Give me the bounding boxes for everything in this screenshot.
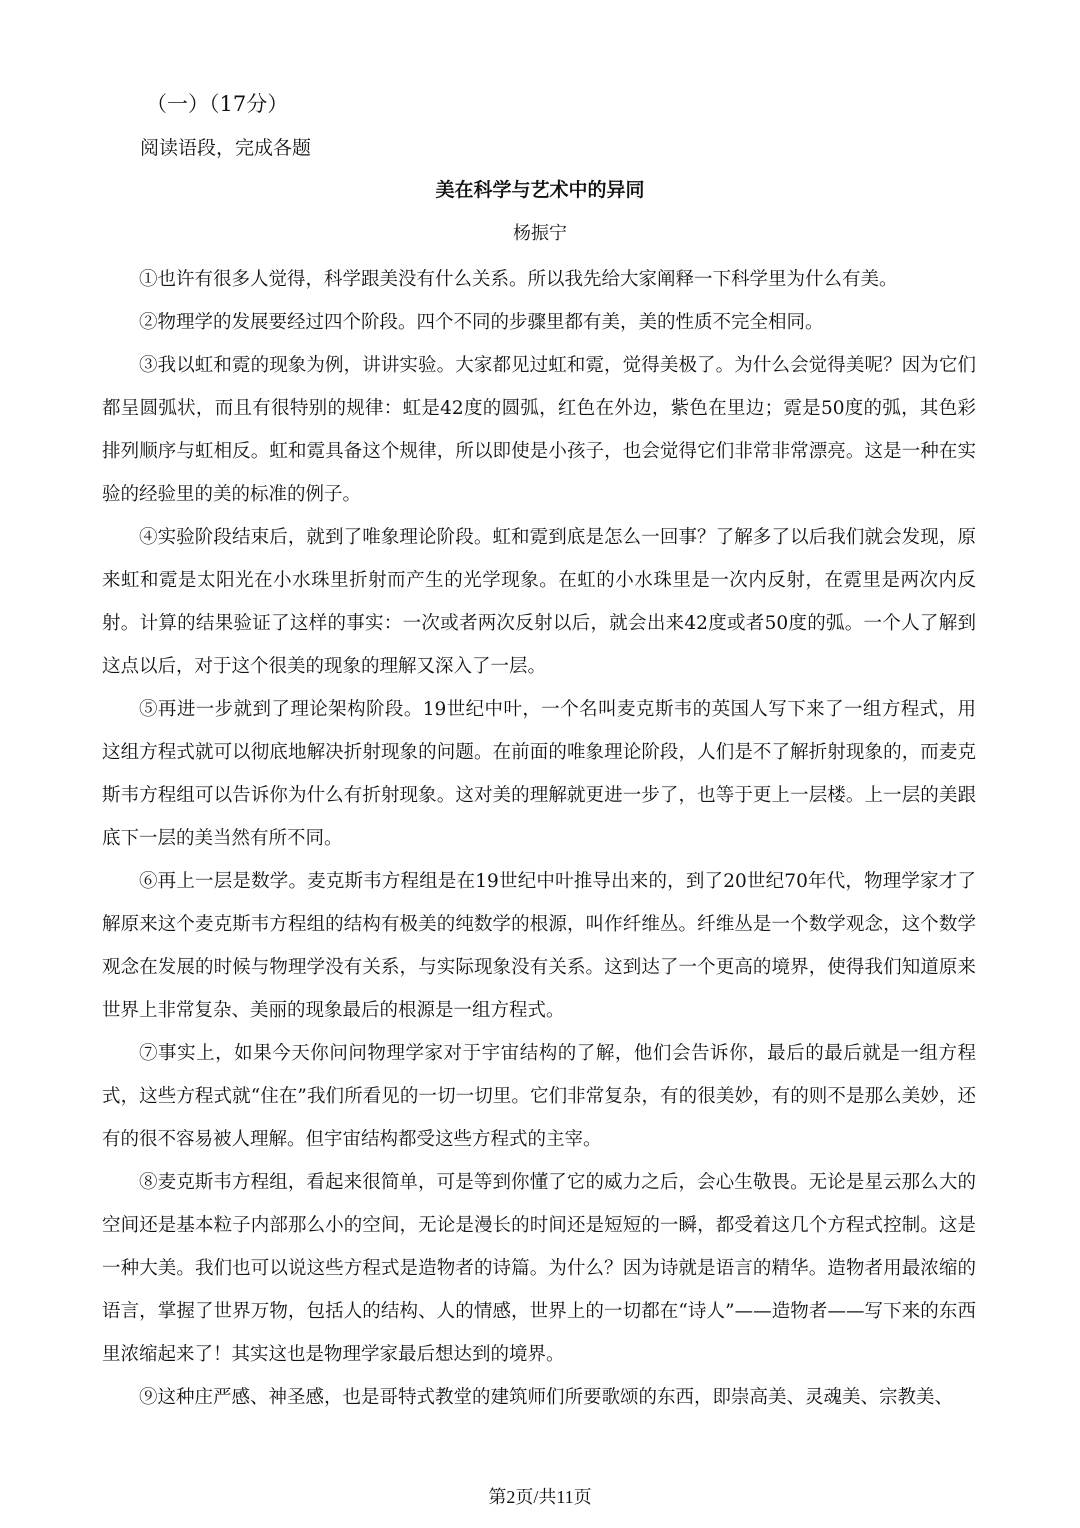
- paragraph-6: ⑥再上一层是数学。麦克斯韦方程组是在19世纪中叶推导出来的，到了20世纪70年代，物理学家才了解原来这个麦克斯韦方程组的结构有极美的纯数学的根源，叫作纤维丛。纤维丛是一个数学观念，这个数学观念在发展的时候与物理学没有关系，与实际现象没有关系。这到达了一个更高的境界，使得我们知道原来世界上非常复杂、美丽的现象最后的根源是一组方程式。: [102, 871, 976, 1021]
- reading-instruction: 阅读语段，完成各题: [140, 137, 312, 159]
- paragraph-7: ⑦事实上，如果今天你问问物理学家对于宇宙结构的了解，他们会告诉你，最后的最后就是一组方程式，这些方程式就“住在”我们所看见的一切一切里。它们非常复杂，有的很美妙，有的则不是那么美妙，还有的很不容易被人理解。但宇宙结构都受这些方程式的主宰。: [102, 1043, 976, 1150]
- section-heading: （一）（17分）: [146, 92, 289, 116]
- article-author: 杨振宁: [513, 223, 567, 244]
- page-number-footer: 第2页/共11页: [488, 1487, 592, 1507]
- article-title: 美在科学与艺术中的异同: [435, 179, 645, 201]
- paragraph-5: ⑤再进一步就到了理论架构阶段。19世纪中叶，一个名叫麦克斯韦的英国人写下来了一组方程式，用这组方程式就可以彻底地解决折射现象的问题。在前面的唯象理论阶段，人们是不了解折射现象的，而麦克斯韦方程组可以告诉你为什么有折射现象。这对美的理解就更进一步了，也等于更上一层楼。上一层的美跟底下一层的美当然有所不同。: [102, 699, 976, 849]
- paragraph-4: ④实验阶段结束后，就到了唯象理论阶段。虹和霓到底是怎么一回事？了解多了以后我们就会发现，原来虹和霓是太阳光在小水珠里折射而产生的光学现象。在虹的小水珠里是一次内反射，在霓里是两次内反射。计算的结果验证了这样的事实：一次或者两次反射以后，就会出来42度或者50度的弧。一个人了解到这点以后，对于这个很美的现象的理解又深入了一层。: [102, 527, 976, 677]
- paragraph-1: ①也许有很多人觉得，科学跟美没有什么关系。所以我先给大家阐释一下科学里为什么有美。: [139, 269, 898, 290]
- article-body: [102, 258, 976, 1419]
- paragraph-9: ⑨这种庄严感、神圣感，也是哥特式教堂的建筑师们所要歌颂的东西，即崇高美、灵魂美、宗教美、: [139, 1387, 954, 1408]
- paragraph-2: ②物理学的发展要经过四个阶段。四个不同的步骤里都有美，美的性质不完全相同。: [139, 312, 824, 333]
- paragraph-8: ⑧麦克斯韦方程组，看起来很简单，可是等到你懂了它的威力之后，会心生敬畏。无论是星云那么大的空间还是基本粒子内部那么小的空间，无论是漫长的时间还是短短的一瞬，都受着这几个方程式控制。这是一种大美。我们也可以说这些方程式是造物者的诗篇。为什么？因为诗就是语言的精华。造物者用最浓缩的语言，掌握了世界万物，包括人的结构、人的情感，世界上的一切都在“诗人”——造物者——写下来的东西里浓缩起来了！其实这也是物理学家最后想达到的境界。: [102, 1172, 976, 1365]
- paragraph-3: ③我以虹和霓的现象为例，讲讲实验。大家都见过虹和霓，觉得美极了。为什么会觉得美呢？因为它们都呈圆弧状，而且有很特别的规律：虹是42度的圆弧，红色在外边，紫色在里边；霓是50度的弧，其色彩排列顺序与虹相反。虹和霓具备这个规律，所以即使是小孩子，也会觉得它们非常非常漂亮。这是一种在实验的经验里的美的标准的例子。: [102, 355, 976, 505]
